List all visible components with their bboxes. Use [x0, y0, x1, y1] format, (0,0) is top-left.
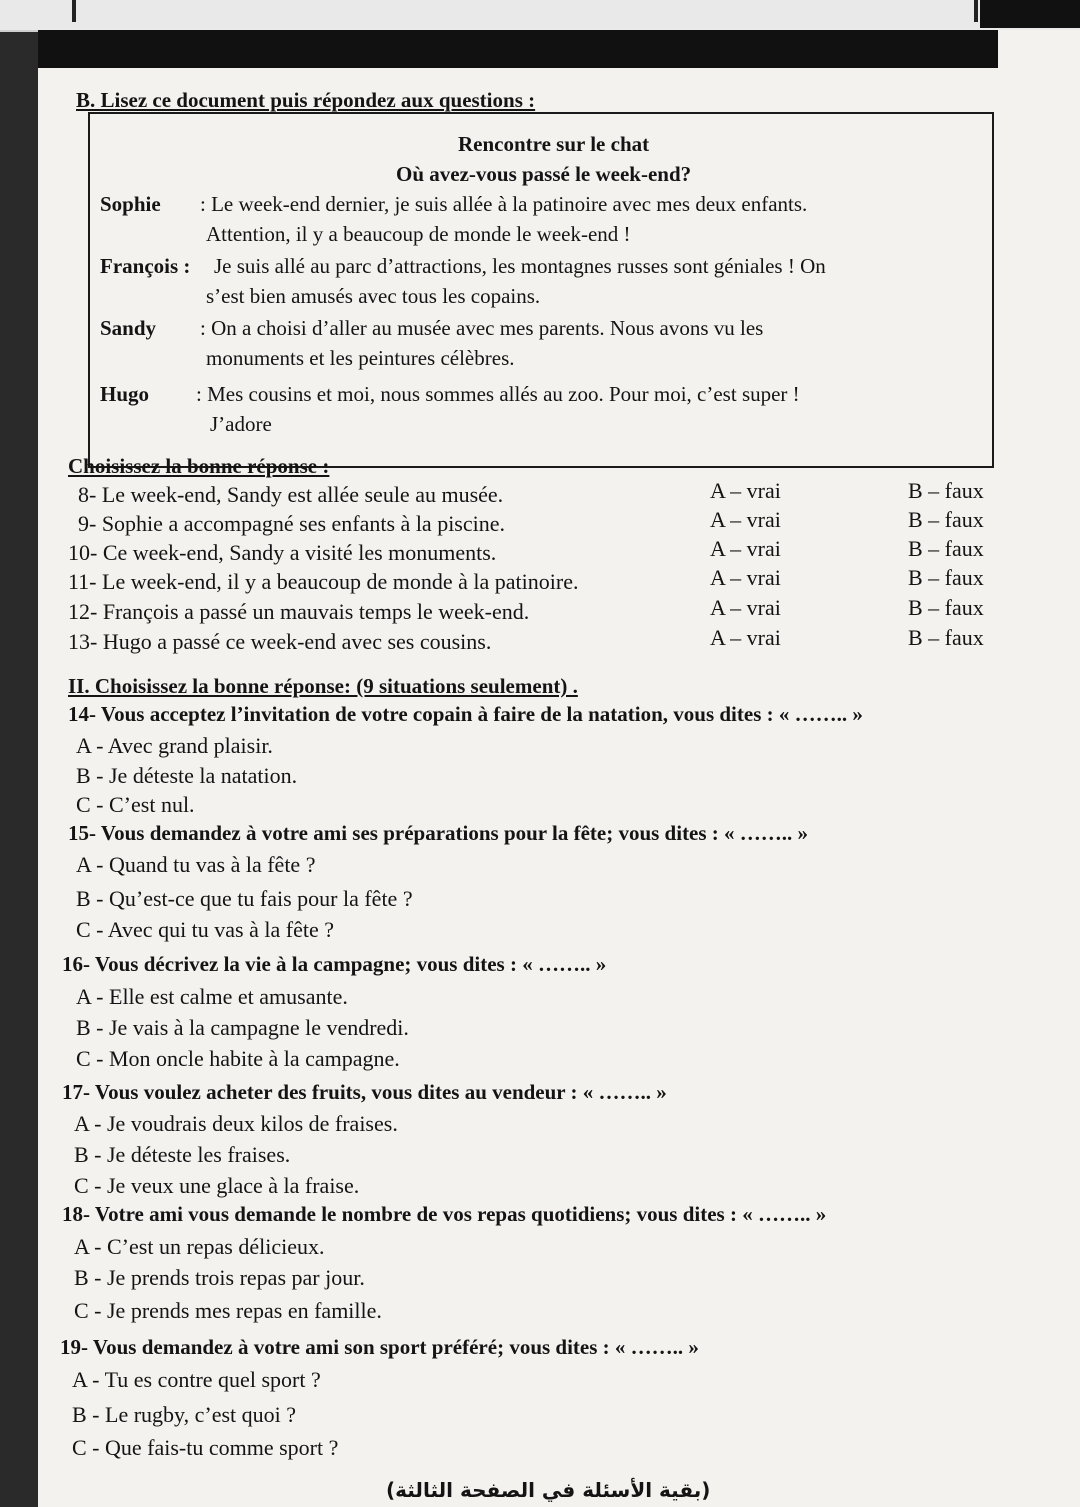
option-19-a[interactable]: A - Tu es contre quel sport ? — [72, 1367, 321, 1392]
option-14-a[interactable]: A - Avec grand plaisir. — [76, 733, 273, 758]
tf-option-a[interactable]: A – vrai — [710, 565, 781, 590]
tf-option-a[interactable]: A – vrai — [710, 625, 781, 650]
speaker-name: Sandy — [100, 316, 157, 340]
message-line: s’est bien amusés avec tous les copains. — [206, 284, 541, 308]
continued-footer: (بقية الأسئلة في الصفحة الثالثة) — [386, 1478, 711, 1502]
question-15: 15- Vous demandez à votre ami ses préparations pour la fête; vous dites : « …….. » — [68, 821, 809, 845]
tf-option-a[interactable]: A – vrai — [710, 478, 781, 503]
tf-option-b[interactable]: B – faux — [908, 595, 984, 620]
option-19-c[interactable]: C - Que fais-tu comme sport ? — [72, 1435, 339, 1460]
option-18-b[interactable]: B - Je prends trois repas par jour. — [74, 1265, 365, 1290]
tf-option-b[interactable]: B – faux — [908, 478, 984, 503]
option-19-b[interactable]: B - Le rugby, c’est quoi ? — [72, 1402, 297, 1427]
scan-shadow-bar — [38, 30, 998, 68]
option-15-a[interactable]: A - Quand tu vas à la fête ? — [76, 852, 316, 877]
option-16-c[interactable]: C - Mon oncle habite à la campagne. — [76, 1046, 400, 1071]
box-subtitle: Où avez-vous passé le week-end? — [396, 162, 692, 186]
option-14-c[interactable]: C - C’est nul. — [76, 792, 195, 817]
message-line: : Le week-end dernier, je suis allée à la patinoire avec mes deux enfants. — [200, 192, 808, 216]
tf-option-b[interactable]: B – faux — [908, 565, 984, 590]
message-line: : Mes cousins et moi, nous sommes allés au zoo. Pour moi, c’est super ! — [196, 382, 800, 406]
message-line: : On a choisi d’aller au musée avec mes parents. Nous avons vu les — [200, 316, 764, 340]
page-edge-mark — [974, 0, 978, 22]
tf-option-a[interactable]: A – vrai — [710, 507, 781, 532]
tf-question: 9- Sophie a accompagné ses enfants à la piscine. — [78, 511, 506, 536]
question-14: 14- Vous acceptez l’invitation de votre copain à faire de la natation, vous dites : « …….. » — [68, 702, 863, 726]
option-17-c[interactable]: C - Je veux une glace à la fraise. — [74, 1173, 360, 1198]
question-17: 17- Vous voulez acheter des fruits, vous dites au vendeur : « …….. » — [62, 1080, 667, 1104]
tf-question: 12- François a passé un mauvais temps le week-end. — [68, 599, 530, 624]
option-18-c[interactable]: C - Je prends mes repas en famille. — [74, 1298, 382, 1323]
exam-page — [38, 30, 1080, 1507]
question-18: 18- Votre ami vous demande le nombre de vos repas quotidiens; vous dites : « …….. » — [62, 1202, 827, 1226]
option-17-b[interactable]: B - Je déteste les fraises. — [74, 1142, 291, 1167]
reading-text-box — [88, 112, 994, 468]
option-16-a[interactable]: A - Elle est calme et amusante. — [76, 984, 348, 1009]
page-edge-mark — [72, 0, 76, 22]
option-18-a[interactable]: A - C’est un repas délicieux. — [74, 1234, 325, 1259]
tf-question: 13- Hugo a passé ce week-end avec ses cousins. — [68, 629, 492, 654]
message-line: J’adore — [210, 412, 272, 436]
section-ii-heading: II. Choisissez la bonne réponse: (9 situations seulement) . — [68, 674, 578, 698]
option-15-c[interactable]: C - Avec qui tu vas à la fête ? — [76, 917, 334, 942]
previous-page-strip — [0, 0, 1080, 32]
tf-question: 10- Ce week-end, Sandy a visité les monuments. — [68, 540, 497, 565]
tf-option-b[interactable]: B – faux — [908, 625, 984, 650]
tf-question: 8- Le week-end, Sandy est allée seule au musée. — [78, 482, 504, 507]
option-17-a[interactable]: A - Je voudrais deux kilos de fraises. — [74, 1111, 398, 1136]
tf-option-b[interactable]: B – faux — [908, 507, 984, 532]
message-line: Attention, il y a beaucoup de monde le week-end ! — [206, 222, 631, 246]
dark-corner — [980, 0, 1080, 28]
option-14-b[interactable]: B - Je déteste la natation. — [76, 763, 298, 788]
message-line: Je suis allé au parc d’attractions, les montagnes russes sont géniales ! On — [214, 254, 826, 278]
option-16-b[interactable]: B - Je vais à la campagne le vendredi. — [76, 1015, 409, 1040]
message-line: monuments et les peintures célèbres. — [206, 346, 515, 370]
question-19: 19- Vous demandez à votre ami son sport préféré; vous dites : « …….. » — [60, 1335, 699, 1359]
tf-option-a[interactable]: A – vrai — [710, 595, 781, 620]
section-b-title: B. Lisez ce document puis répondez aux questions : — [76, 88, 536, 112]
speaker-name: Sophie — [100, 192, 161, 216]
tf-option-b[interactable]: B – faux — [908, 536, 984, 561]
tf-option-a[interactable]: A – vrai — [710, 536, 781, 561]
speaker-name: Hugo — [100, 382, 150, 406]
box-title: Rencontre sur le chat — [458, 132, 650, 156]
true-false-heading: Choisissez la bonne réponse : — [68, 454, 330, 478]
option-15-b[interactable]: B - Qu’est-ce que tu fais pour la fête ? — [76, 886, 413, 911]
question-16: 16- Vous décrivez la vie à la campagne; vous dites : « …….. » — [62, 952, 607, 976]
tf-question: 11- Le week-end, il y a beaucoup de monde à la patinoire. — [68, 569, 579, 594]
speaker-name: François : — [100, 254, 191, 278]
